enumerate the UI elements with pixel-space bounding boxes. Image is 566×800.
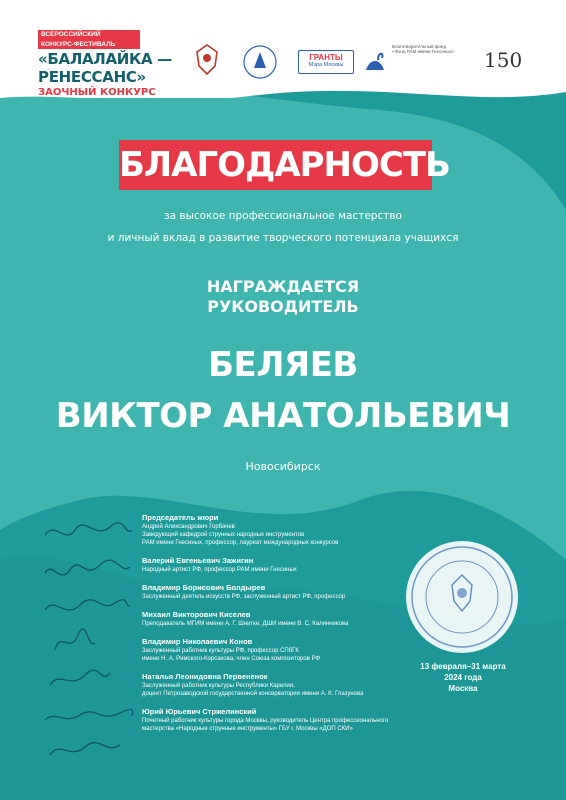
subtitle-line1: за высокое профессиональное мастерство	[164, 210, 402, 222]
grants-logo	[298, 50, 354, 74]
logo-subtitle: ЗАОЧНЫЙ КОНКУРС	[38, 87, 156, 98]
recipient-city: Новосибирск	[245, 460, 321, 473]
jury-member-desc: доцент Петрозаводской государственной консерватории имени А. К. Глазунова	[142, 691, 364, 697]
fund-line2: «Фонд РАМ имени Гнесиных»	[392, 49, 455, 54]
signature-3-icon	[45, 600, 130, 610]
dates-line3: Москва	[448, 684, 478, 693]
signature-5-icon	[50, 670, 110, 685]
jury-signatures	[40, 515, 135, 765]
fund-text	[392, 44, 454, 54]
jury-member-name: Наталья Леонидовна Первененок	[142, 672, 268, 681]
jury-member-desc: Заслуженный деятель искусств РФ, заслуженный артист РФ, профессор	[142, 594, 346, 600]
jury-member-name: Председатель жюри	[142, 513, 219, 522]
ministry-emblem-icon	[192, 42, 222, 78]
jury-member-desc: мастерства «Народные струнные инструменты» ГБУ г. Москвы «ДОП СКИ»	[142, 726, 353, 732]
jury-member-desc: Андрей Александрович Горбачев	[142, 524, 235, 530]
fund-swan-icon	[362, 48, 388, 76]
signature-7-icon	[50, 743, 120, 755]
jury-member-desc: РАМ имени Гнесиных, профессор, лауреат международных конкурсов	[142, 540, 339, 546]
jury-member-desc: Заслуженный работник культуры Республики Карелия,	[142, 683, 295, 689]
jury-member-desc: Заведующий кафедрой струнных народных инструментов	[142, 532, 305, 538]
jury-member-desc: Заслуженный работник культуры РФ, профессор СПбГК	[142, 648, 299, 654]
dates-line2: 2024 года	[444, 673, 482, 682]
jury-member-name: Михаил Викторович Киселев	[142, 610, 251, 619]
jury-member-desc: Народный артист РФ, профессор РАМ имени Гнесиных	[142, 567, 297, 573]
awarded-line1: НАГРАЖДАЕТСЯ	[206, 277, 360, 296]
jury-member-desc: Преподаватель МГИМ имени А. Г. Шнитке, ДШИ имени В. С. Калинникова	[142, 621, 349, 627]
signature-2-icon	[45, 560, 130, 575]
logo-big-line1: «БАЛАЛАЙКА —	[38, 50, 172, 68]
official-seal-icon	[402, 537, 522, 657]
jury-member-desc: Почетный работник культуры города Москвы, руководитель Центра профессионального	[142, 718, 389, 724]
header-band	[0, 0, 566, 98]
grants-line1: ГРАНТЫ	[309, 53, 343, 62]
awarded-line2: РУКОВОДИТЕЛЬ	[207, 297, 359, 316]
festival-logo	[38, 30, 178, 98]
subtitle-line2: и личный вклад в развитие творческого потенциала учащихся	[107, 232, 459, 244]
grants-line2: Мэра Москвы	[308, 62, 344, 68]
signature-6-icon	[45, 710, 133, 720]
recipient-given-names: ВИКТОР АНАТОЛЬЕВИЧ	[55, 396, 511, 436]
jury-member-name: Владимир Николаевич Конов	[142, 637, 253, 646]
jury-member-name: Валерий Евгеньевич Зажигин	[142, 556, 254, 565]
anniversary-number: 150	[484, 48, 523, 72]
logo-small-line2: КОНКУРС-ФЕСТИВАЛЬ	[38, 40, 140, 50]
dates-line1: 13 февраля–31 марта	[420, 662, 506, 671]
jury-member	[142, 707, 472, 733]
recipient-surname: БЕЛЯЕВ	[208, 345, 358, 385]
signature-1-icon	[45, 523, 132, 535]
signature-4-icon	[55, 629, 95, 650]
fund-line1: Благотворительный фонд	[392, 44, 447, 49]
certificate-title: БЛАГОДАРНОСТЬ	[119, 140, 432, 190]
society-logo-icon	[240, 42, 280, 82]
jury-member-name: Владимир Борисович Болдырев	[142, 583, 266, 592]
event-dates	[408, 661, 518, 694]
logo-big-line2: РЕНЕССАНС»	[38, 68, 146, 86]
awarded-text	[0, 277, 566, 317]
logo-small-line1: ВСЕРОССИЙСКИЙ	[38, 30, 140, 40]
jury-member-desc: имени Н. А. Римского-Корсакова, член Союза композиторов РФ	[142, 656, 321, 662]
jury-member-name: Юрий Юрьевич Стржелинский	[142, 707, 257, 716]
